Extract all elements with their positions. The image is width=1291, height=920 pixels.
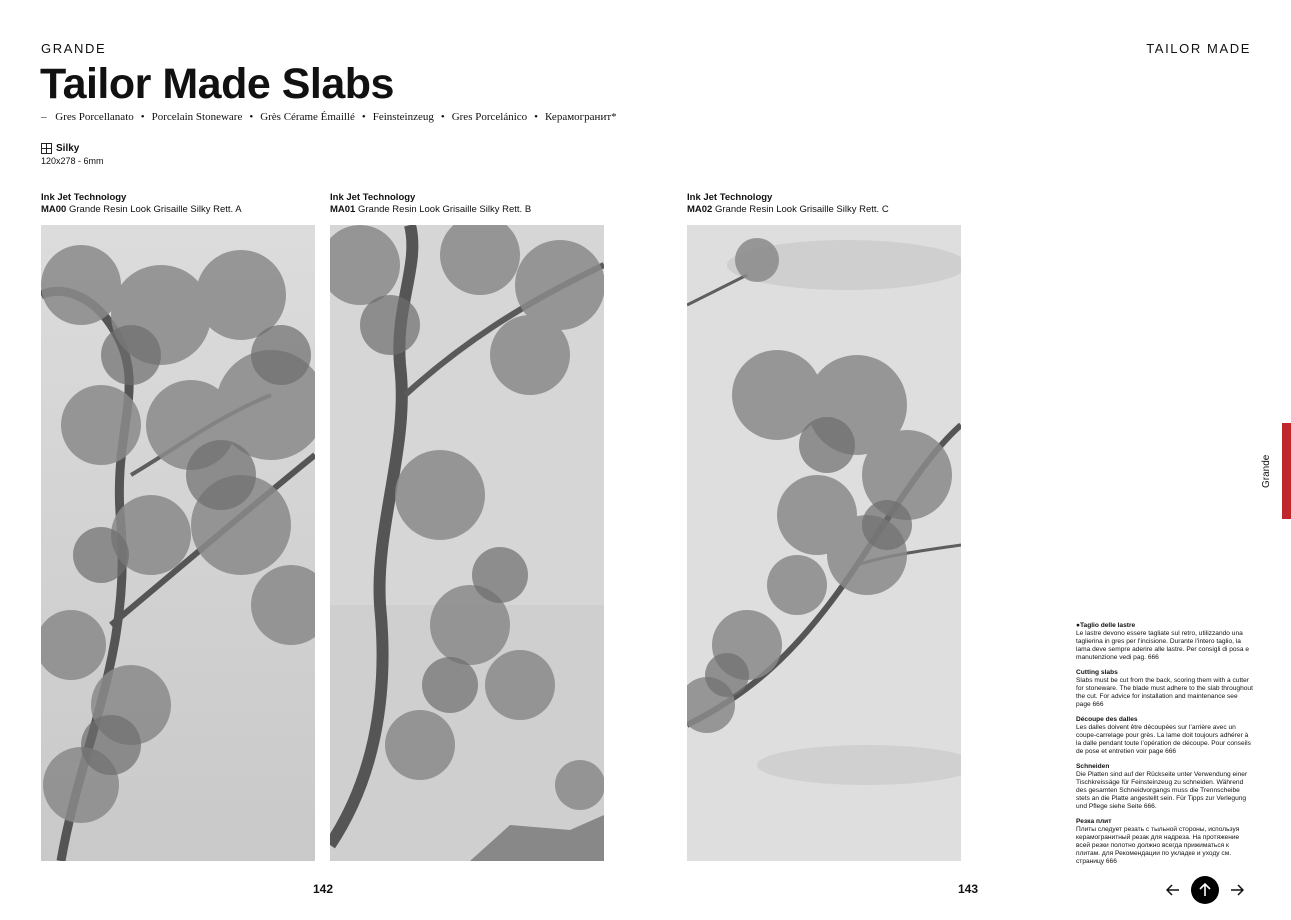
finish-cross-icon [41,143,52,154]
prev-page-button[interactable] [1159,876,1187,904]
materials-lead: – [41,111,47,123]
arrow-left-icon [1166,884,1180,896]
material-item: Porcelain Stoneware [151,111,243,123]
finish-name: Silky [56,143,80,154]
page-number-right: 143 [958,882,979,896]
note-body: Le lastre devono essere tagliate sul retro, utilizzando una taglierina in gres per l’incisione. Durante l’intero taglio, la lama deve sempre aderire alle lastre. Per consigli di posa e manutenzione vedi pag. 666 [1076,630,1249,661]
material-separator: • [440,111,445,123]
collection-label: TAILOR MADE [1146,41,1251,56]
brand-label: GRANDE [41,41,107,56]
page-title: Tailor Made Slabs [40,60,394,108]
next-page-button[interactable] [1223,876,1251,904]
scroll-top-button[interactable] [1191,876,1219,904]
finish-block [41,143,104,166]
product-caption [687,192,967,216]
note-body: Плиты следует резать с тыльной стороны, используя керамогранитный резак для надреза. На протяжение всей резки полотно должно всегда прижиматься к плитам. для Рекомендации по укладке и уходу см. страницу 666 [1076,826,1240,865]
product-caption [41,192,321,216]
product-code: MA02 [687,204,713,215]
material-separator: • [534,111,539,123]
material-item: Керамогранит* [545,111,617,123]
arrow-right-icon [1230,884,1244,896]
finish-size: 120x278 - 6mm [41,156,104,166]
note-title: ●Taglio delle lastre [1076,622,1136,629]
side-tab-label: Grande [1261,454,1272,488]
product-name: Grande Resin Look Grisaille Silky Rett. A [68,204,242,215]
material-item: Grès Cérame Émaillé [260,111,355,123]
product-tech: Ink Jet Technology [330,192,416,203]
note [1076,622,1254,662]
note [1076,716,1254,756]
material-separator: • [140,111,145,123]
note-body: Slabs must be cut from the back, scoring them with a cutter for stoneware. The blade must adhere to the slab throughout the cut. For advice for installation and maintenance see page 666 [1076,677,1253,708]
arrow-up-icon [1199,883,1211,897]
note [1076,669,1254,709]
material-item: Gres Porcellanato [55,111,134,123]
note-body: Les dalles doivent être découpées sur l’arrière avec un coupe-carrelage pour grès. La lame doit toujours adhérer à la dalle pendant toute l’opération de découpe. Pour conseils de pose et entretien voir page 666 [1076,724,1251,755]
slab-image-c[interactable] [687,225,961,861]
page-number-left: 142 [313,882,334,896]
materials-line [41,111,617,123]
note-body: Die Platten sind auf der Rückseite unter Verwendung einer Tischkreissäge für Feinsteinzeug zu schneiden. Während des gesamten Schneidvorgangs muss die Trennscheibe stets an die Platte angestellt sein. Für Tipps zur Verlegung und Pflege siehe Seite 666. [1076,771,1248,810]
product-caption [330,192,610,216]
slab-image-b[interactable] [330,225,604,861]
product-code: MA00 [41,204,67,215]
material-item: Feinsteinzeug [372,111,434,123]
material-separator: • [249,111,254,123]
note-title: Schneiden [1076,763,1110,770]
note-title: Резка плит [1076,818,1112,825]
product-tech: Ink Jet Technology [687,192,773,203]
note [1076,763,1254,811]
product-tech: Ink Jet Technology [41,192,127,203]
material-separator: • [361,111,366,123]
note-title: Découpe des dalles [1076,716,1138,723]
slab-image-a[interactable] [41,225,315,861]
material-item: Gres Porcelánico [451,111,528,123]
product-name: Grande Resin Look Grisaille Silky Rett. C [714,204,889,215]
note-title: Cutting slabs [1076,669,1118,676]
product-name: Grande Resin Look Grisaille Silky Rett. B [357,204,532,215]
note [1076,818,1254,866]
side-tab-label-wrap [1257,452,1287,492]
cutting-notes [1076,622,1254,873]
product-code: MA01 [330,204,356,215]
